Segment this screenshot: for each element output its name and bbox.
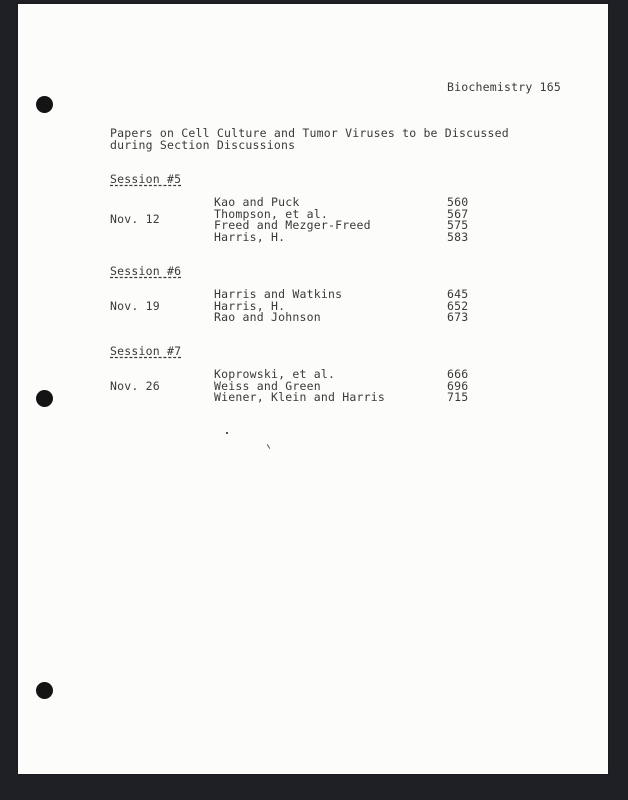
- paper-authors: Harris, H.: [214, 229, 286, 244]
- paper-page: 715: [447, 390, 469, 405]
- session-title: Session #6: [110, 264, 182, 278]
- course-label: Biochemistry 165: [447, 80, 561, 94]
- paper-authors: Harris and Watkins: [214, 287, 343, 301]
- session-date: Nov. 19: [110, 299, 160, 313]
- paper-page: 645: [447, 287, 469, 301]
- punch-hole: [36, 390, 53, 407]
- paper-authors: Freed and Mezger-Freed: [214, 218, 371, 233]
- heading-line: during Section Discussions: [110, 138, 296, 152]
- paper-authors: Thompson, et al.: [214, 206, 328, 221]
- paper-authors: Wiener, Klein and Harris: [214, 390, 385, 405]
- paper-page: 696: [447, 378, 469, 393]
- paper-page: 575: [447, 218, 469, 233]
- ink-speck: [267, 444, 270, 449]
- paper-authors: Harris, H.: [214, 298, 286, 313]
- paper-list: [214, 369, 514, 404]
- punch-hole: [36, 682, 53, 699]
- session-date: Nov. 12: [110, 212, 160, 226]
- document-page: [18, 4, 608, 774]
- document-heading: [110, 128, 509, 152]
- paper-authors: Kao and Puck: [214, 195, 300, 209]
- paper-entry: [214, 229, 514, 244]
- paper-page: 673: [447, 310, 469, 325]
- ink-speck: [226, 432, 228, 434]
- paper-list: [214, 197, 514, 243]
- heading-line: Papers on Cell Culture and Tumor Viruses to be Discussed: [110, 126, 509, 140]
- session-date: Nov. 26: [110, 379, 160, 393]
- paper-authors: Rao and Johnson: [214, 310, 321, 325]
- punch-hole: [36, 96, 53, 113]
- paper-page: 567: [447, 206, 469, 221]
- session-title: Session #7: [110, 344, 182, 358]
- paper-authors: Koprowski, et al.: [214, 367, 336, 381]
- paper-entry: [214, 392, 514, 404]
- paper-authors: Weiss and Green: [214, 378, 321, 393]
- paper-page: 583: [447, 229, 469, 244]
- paper-list: [214, 289, 514, 324]
- paper-page: 666: [447, 367, 469, 381]
- session-title: Session #5: [110, 172, 182, 186]
- paper-page: 652: [447, 298, 469, 313]
- paper-entry: [214, 312, 514, 324]
- paper-page: 560: [447, 195, 469, 209]
